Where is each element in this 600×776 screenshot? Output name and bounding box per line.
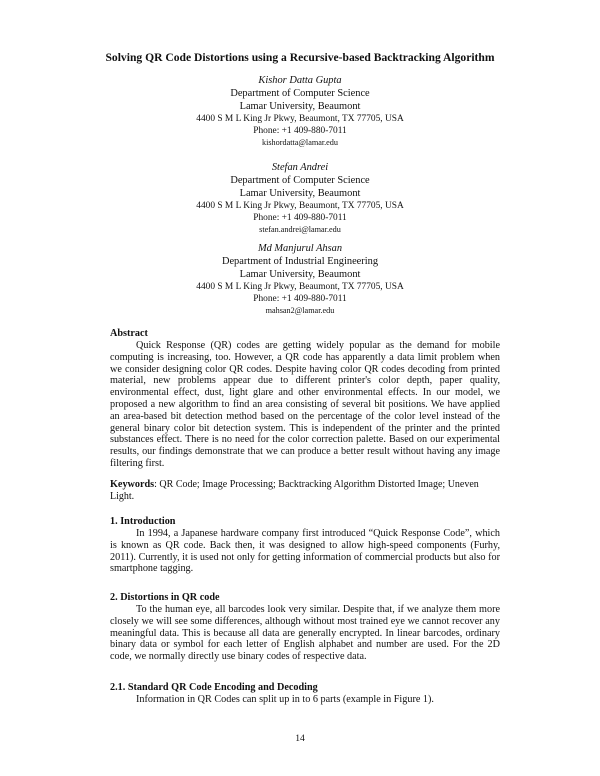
keywords-section (110, 479, 500, 503)
section-distortions (110, 592, 500, 663)
author-name: Stefan Andrei (271, 162, 329, 173)
section-text: In 1994, a Japanese hardware company first introduced “Quick Response Code”, which is known as QR code. Back then, it was designed to allow high-speed components (Furhy, 2011). Currently, it is used not only for getting information of commercial products but also for smartphone tagging. (110, 528, 500, 575)
author-phone: Phone: +1 409-880-7011 (253, 126, 347, 136)
abstract-heading: Abstract (110, 328, 148, 339)
keywords-text: : QR Code; Image Processing; Backtracking Algorithm Distorted Image; Uneven Light. (110, 479, 479, 502)
author-block-1 (100, 74, 500, 148)
author-university: Lamar University, Beaumont (239, 101, 361, 112)
section-heading: 2.1. Standard QR Code Encoding and Decoding (110, 682, 318, 693)
keywords-label: Keywords (110, 479, 155, 490)
author-phone: Phone: +1 409-880-7011 (253, 213, 347, 223)
author-block-2 (100, 161, 500, 235)
author-email: stefan.andrei@lamar.edu (259, 225, 341, 234)
paper-title: Solving QR Code Distortions using a Recursive-based Backtracking Algorithm (105, 51, 495, 64)
section-encoding (110, 682, 500, 706)
author-university: Lamar University, Beaumont (239, 188, 361, 199)
section-text: To the human eye, all barcodes look very similar. Despite that, if we analyze them more closely we will see some differences, although without most trained eye we cannot recover any meaningful data. This is because all data are generally encrypted. In linear barcodes, ordinary binary data or symbol for each letter of English alphabet and number are used. For the 2D code, we normally directly use binary codes of respective data. (110, 604, 500, 663)
author-university: Lamar University, Beaumont (239, 269, 361, 280)
author-address: 4400 S M L King Jr Pkwy, Beaumont, TX 77705, USA (196, 201, 404, 211)
section-heading: 2. Distortions in QR code (110, 592, 220, 603)
section-heading: 1. Introduction (110, 516, 176, 527)
author-department: Department of Computer Science (230, 175, 370, 186)
author-name: Md Manjurul Ahsan (257, 243, 343, 254)
abstract-text: Quick Response (QR) codes are getting widely popular as the demand for mobile computing is increasing, too. However, a QR code has apparently a data limit problem when we consider designing color QR codes. Despite having color QR codes decoding from printed material, new problems appear due to different printer's color depth, paper quality, environmental effect, dust, light glare and other environmental effects. In our model, we proposed a new algorithm to find an area consisting of several bit positions. We have applied an area-based bit detection method based on the percentage of the color level instead of the general binary color bit detection system. This is independent of the printer and the printed substances effect. There is no need for the color correction palette. Based on our experimental results, our findings demonstrate that we can produce a better result without having any image filtering first. (110, 340, 500, 469)
section-introduction (110, 516, 500, 575)
author-address: 4400 S M L King Jr Pkwy, Beaumont, TX 77705, USA (196, 114, 404, 124)
page-number: 14 (295, 733, 305, 744)
author-department: Department of Computer Science (230, 88, 370, 99)
author-department: Department of Industrial Engineering (221, 256, 379, 267)
author-phone: Phone: +1 409-880-7011 (253, 294, 347, 304)
section-text: Information in QR Codes can split up in to 6 parts (example in Figure 1). (136, 694, 434, 705)
author-name: Kishor Datta Gupta (258, 75, 342, 86)
author-block-3 (100, 242, 500, 316)
author-address: 4400 S M L King Jr Pkwy, Beaumont, TX 77705, USA (196, 282, 404, 292)
abstract-section (110, 328, 500, 470)
author-email: mahsan2@lamar.edu (265, 306, 335, 315)
author-email: kishordatta@lamar.edu (262, 138, 338, 147)
